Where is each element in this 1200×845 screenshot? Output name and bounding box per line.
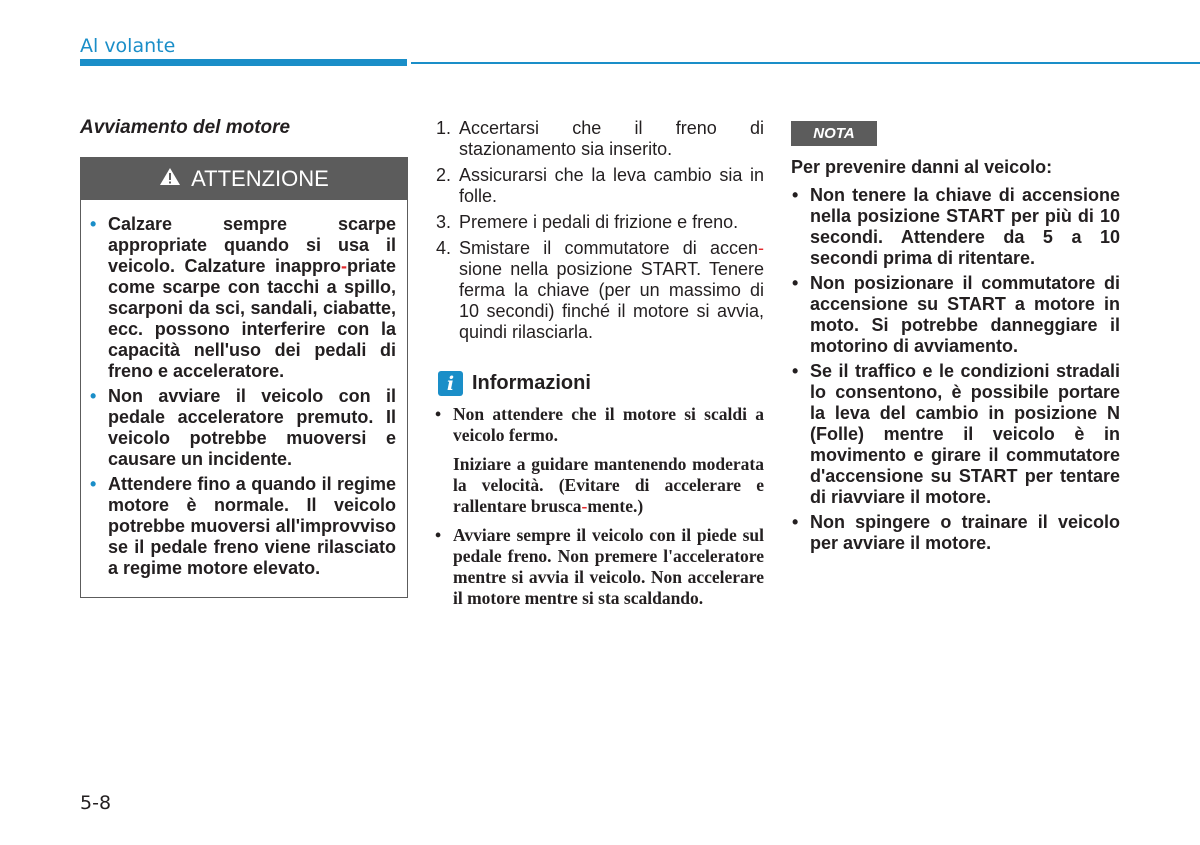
info-item: • Avviare sempre il veicolo con il piede sul pedale freno. Non premere l'acceleratore mentre si avvia il veicolo. Non accelerare il motore mentre si sta scaldando. <box>434 525 764 609</box>
section-header-title: Al volante <box>80 35 176 57</box>
right-column <box>791 121 1120 558</box>
nota-item: • Non spingere o trainare il veicolo per avviare il motore. <box>791 512 1120 554</box>
step-item: 2. Assicurarsi che la leva cambio sia in folle. <box>436 165 764 206</box>
warning-triangle-icon <box>159 166 181 192</box>
left-column <box>80 115 408 598</box>
nota-item: • Non tenere la chiave di accensione nella posizione START per più di 10 secondi. Attendere da 5 a 10 secondi prima di ritentare. <box>791 185 1120 269</box>
step-item: 1. Accertarsi che il freno di stazionamento sia inserito. <box>436 118 764 159</box>
step-item: 4. Smistare il commutatore di accen-sione nella posizione START. Tenere ferma la chiave (per un massimo di 10 secondi) finché il motore si avvia, quindi rilasciarla. <box>436 238 764 342</box>
section-title: Avviamento del motore <box>80 117 291 138</box>
info-paragraph: Iniziare a guidare mantenendo moderata la velocità. (Evitare di accelerare e rallentare brusca-mente.) <box>453 454 764 516</box>
warning-body <box>81 200 407 597</box>
page-number: 5-8 <box>80 792 112 814</box>
info-list-2 <box>434 525 764 609</box>
warning-header <box>81 158 407 200</box>
warning-item: • Non avviare il veicolo con il pedale acceleratore premuto. Il veicolo potrebbe muoversi e causare un incidente. <box>89 386 396 470</box>
info-title: Informazioni <box>472 372 591 394</box>
info-header <box>434 371 764 396</box>
warning-item: • Calzare sempre scarpe appropriate quando si usa il veicolo. Calzature inappro-priate come scarpe con tacchi a spillo, scarponi da sci, sandali, ciabatte, ecc. possono interferire con la capacità nell'uso dei pedali di freno e acceleratore. <box>89 214 396 382</box>
warning-box <box>80 157 408 598</box>
nota-list <box>791 185 1120 554</box>
nota-item: • Se il traffico e le condizioni stradali lo consentono, è possibile portare la leva del cambio in posizione N (Folle) mentre il veicolo è in movimento e girare il commutatore d'accensione su START per tentare di riavviare il motore. <box>791 361 1120 508</box>
header-rule-thin <box>411 62 1200 64</box>
nota-badge: NOTA <box>791 121 877 146</box>
middle-column <box>434 118 764 617</box>
warning-item: • Attendere fino a quando il regime motore è normale. Il veicolo potrebbe muoversi all'improvviso se il pedale freno viene rilasciato a regime motore elevato. <box>89 474 396 579</box>
steps-list <box>434 118 764 343</box>
info-item: • Non attendere che il motore si scaldi a veicolo fermo. <box>434 404 764 446</box>
warning-title: ATTENZIONE <box>191 166 329 191</box>
nota-lead: Per prevenire danni al veicolo: <box>791 157 1053 177</box>
info-icon: i <box>438 371 463 396</box>
nota-item: • Non posizionare il commutatore di accensione su START a motore in moto. Si potrebbe danneggiare il motorino di avviamento. <box>791 273 1120 357</box>
info-list <box>434 404 764 446</box>
step-item: 3. Premere i pedali di frizione e freno. <box>436 212 739 232</box>
warning-list <box>89 214 396 579</box>
header-rule-thick <box>80 59 407 66</box>
